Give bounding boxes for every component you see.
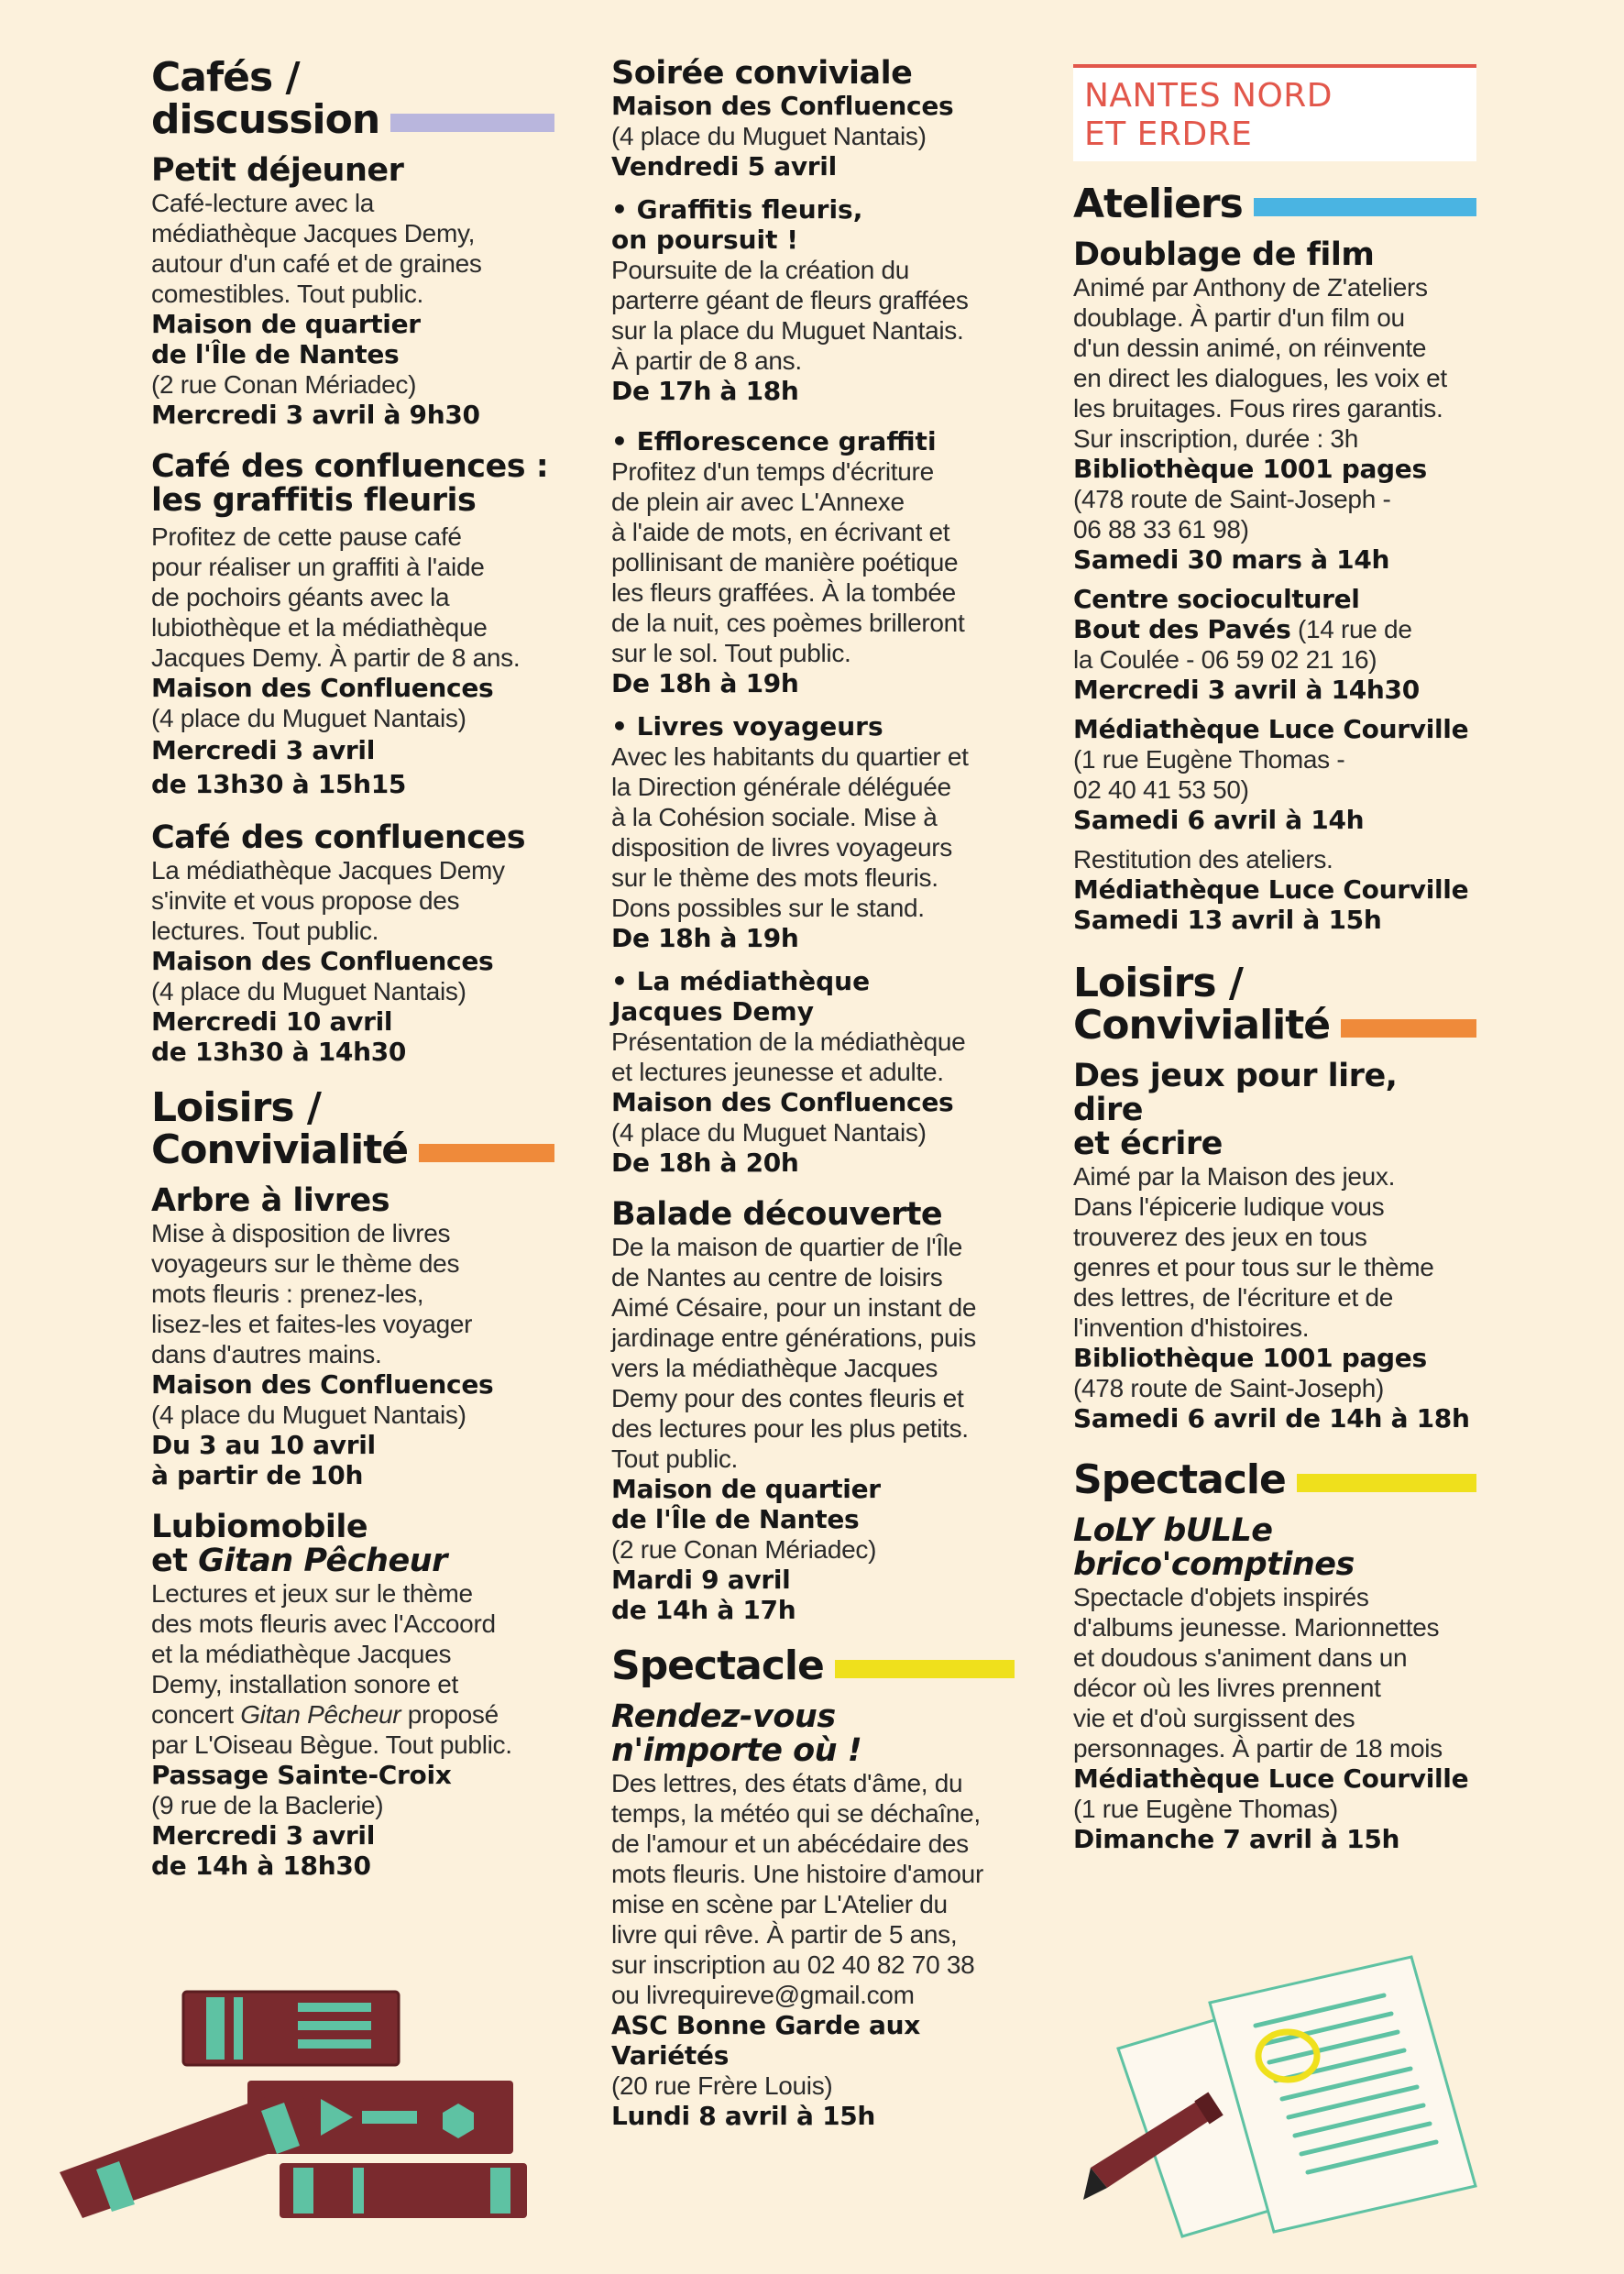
event-address: (4 place du Muguet Nantais)	[611, 122, 927, 150]
sub-event-graffitis	[611, 194, 1015, 406]
event-title: Café des confluences : les graffitis fleuris	[151, 448, 549, 519]
column-middle	[611, 57, 1015, 2151]
event-title	[151, 1511, 554, 1578]
event-address: (478 route de Saint-Joseph - 06 88 33 61 98)	[1073, 485, 1391, 544]
event-venue-address	[1073, 614, 1476, 675]
event-date: De 18h à 19h	[611, 668, 799, 698]
event-address: (2 rue Conan Mériadec)	[611, 1535, 877, 1564]
event-address: (2 rue Conan Mériadec)	[151, 370, 417, 399]
event-date: Lundi 8 avril à 15h	[611, 2101, 876, 2131]
event-address: (9 rue de la Baclerie)	[151, 1791, 384, 1819]
event-venue: Bibliothèque 1001 pages	[1073, 1343, 1427, 1373]
event-title: Balade découverte	[611, 1196, 943, 1233]
event-cafe-graffitis	[151, 450, 554, 801]
event-venue-name: Bout des Pavés	[1073, 614, 1291, 644]
event-description: De la maison de quartier de l'Île de Nantes au centre de loisirs Aimé Césaire, pour un instant de jardinage entre générations, puis vers la médiathèque Jacques Demy pour des contes fleuris et des lectures pour les plus petits. Tout public.	[611, 1233, 977, 1473]
event-address: (4 place du Muguet Nantais)	[151, 1401, 466, 1429]
event-title: LoLY bULLe brico'comptines	[1073, 1512, 1355, 1583]
event-venue: Maison des Confluences	[151, 1369, 494, 1400]
event-description: Profitez de cette pause café pour réaliser un graffiti à l'aide de pochoirs géants avec la lubiothèque et la médiathèque Jacques Demy. À partir de 8 ans.	[151, 522, 521, 672]
section-bar	[390, 114, 554, 132]
event-venue: Médiathèque Luce Courville	[1073, 714, 1469, 744]
section-title-ateliers	[1073, 183, 1476, 225]
event-balade-decouverte	[611, 1198, 1015, 1625]
event-date: Samedi 13 avril à 15h	[1073, 905, 1382, 935]
event-venue: Maison de quartier de l'Île de Nantes	[151, 309, 421, 369]
event-title-italic: Gitan Pêcheur	[198, 1543, 447, 1579]
event-venue: Maison des Confluences	[611, 1087, 954, 1117]
event-title: Arbre à livres	[151, 1182, 390, 1219]
event-date: Samedi 30 mars à 14h	[1073, 544, 1390, 575]
event-address: (478 route de Saint-Joseph)	[1073, 1374, 1385, 1402]
section-bar	[1254, 198, 1476, 216]
event-venue: Médiathèque Luce Courville	[1073, 1763, 1469, 1794]
event-title: Soirée conviviale	[611, 55, 913, 92]
event-venue: ASC Bonne Garde aux Variétés	[611, 2010, 920, 2071]
event-title-line1: Lubiomobile	[151, 1509, 368, 1545]
section-bar	[1341, 1019, 1476, 1038]
section-title-spectacle	[611, 1642, 1015, 1689]
section-title-text: Loisirs / Convivialité	[1073, 960, 1331, 1049]
region-label-text: NANTES NORD ET ERDRE	[1084, 77, 1333, 153]
event-date: Mercredi 3 avril de 14h à 18h30	[151, 1820, 376, 1881]
event-doublage-film	[1073, 238, 1476, 935]
event-description: Présentation de la médiathèque et lectures jeunesse et adulte.	[611, 1027, 966, 1086]
sub-event-title: • Graffitis fleuris, on poursuit !	[611, 194, 863, 255]
event-title: Doublage de film	[1073, 236, 1375, 273]
sub-event-title: • La médiathèque Jacques Demy	[611, 966, 871, 1027]
event-arbre-a-livres	[151, 1184, 554, 1490]
sub-event-mediatheque	[611, 966, 1015, 1178]
event-title: Petit déjeuner	[151, 152, 404, 189]
section-bar	[419, 1144, 554, 1162]
event-description: Des lettres, des états d'âme, du temps, la météo qui se déchaîne, de l'amour et un abécédaire des mots fleuris. Une histoire d'amour mise en scène par L'Atelier du livre qui rêve. À partir de 5 ans, sur inscription au 02 40 82 70 38 ou livrequireve@gmail.com	[611, 1769, 983, 2009]
event-date: Mercredi 10 avril de 13h30 à 14h30	[151, 1006, 407, 1067]
event-address: (4 place du Muguet Nantais)	[151, 977, 466, 1005]
section-title-text: Ateliers	[1073, 181, 1243, 227]
desc-part-a: Lectures et jeux sur le thème des mots fleuris avec l'Accoord et la médiathèque Jacques Demy, installation sonore et concert	[151, 1579, 496, 1729]
event-description: Spectacle d'objets inspirés d'albums jeunesse. Marionnettes et doudous s'animent dans un décor où les livres prennent vie et d'où surgissent des personnages. À partir de 18 mois	[1073, 1583, 1443, 1763]
event-date: De 18h à 20h	[611, 1148, 799, 1178]
event-description: La médiathèque Jacques Demy s'invite et vous propose des lectures. Tout public.	[151, 856, 505, 945]
section-title-cafes	[151, 54, 554, 143]
event-date: Vendredi 5 avril	[611, 151, 837, 181]
section-title-text: Loisirs / Convivialité	[151, 1084, 409, 1173]
section-title-text: Spectacle	[611, 1642, 824, 1689]
sub-event-title: • Livres voyageurs	[611, 711, 883, 742]
event-address: (14 rue de la Coulée - 06 59 02 21 16)	[1073, 615, 1412, 674]
event-venue: Maison de quartier de l'Île de Nantes	[611, 1474, 881, 1534]
event-address: (1 rue Eugène Thomas)	[1073, 1795, 1338, 1823]
event-description: Animé par Anthony de Z'ateliers doublage. À partir d'un film ou d'un dessin animé, on réinvente en direct les dialogues, les voix et les bruitages. Fous rires garantis. Sur inscription, durée : 3h	[1073, 273, 1447, 453]
event-description: Poursuite de la création du parterre géant de fleurs graffées sur la place du Muguet Nantais. À partir de 8 ans.	[611, 256, 969, 375]
section-title-text: Cafés / discussion	[151, 54, 380, 143]
event-address: (4 place du Muguet Nantais)	[611, 1118, 927, 1147]
event-description: Restitution des ateliers.	[1073, 845, 1333, 873]
event-description: Avec les habitants du quartier et la Direction générale déléguée à la Cohésion sociale. Mise à disposition de livres voyageurs sur le thème des mots fleuris. Dons possibles sur le stand.	[611, 742, 969, 922]
event-description: Aimé par la Maison des jeux. Dans l'épicerie ludique vous trouverez des jeux en tous genres et pour tous sur le thème des lettres, de l'écriture et de l'invention d'histoires.	[1073, 1162, 1434, 1342]
desc-part-italic: Gitan Pêcheur	[240, 1700, 401, 1729]
event-venue: Passage Sainte-Croix	[151, 1760, 452, 1790]
event-description: Profitez d'un temps d'écriture de plein air avec L'Annexe à l'aide de mots, en écrivant et pollinisant de manière poétique les fleurs graffées. À la tombée de la nuit, ces poèmes brilleront sur le sol. Tout public.	[611, 457, 965, 667]
sub-event-title: • Efflorescence graffiti	[611, 426, 937, 456]
event-soiree-conviviale	[611, 57, 1015, 181]
papers-pen-illustration	[1081, 1948, 1503, 2241]
column-left	[151, 54, 554, 1901]
event-date: Mercredi 3 avril à 14h30	[1073, 675, 1420, 705]
sub-event-livres-voyageurs	[611, 711, 1015, 953]
section-title-loisirs	[1073, 962, 1476, 1047]
event-address: (4 place du Muguet Nantais)	[151, 704, 466, 732]
event-date: De 18h à 19h	[611, 923, 799, 953]
event-date: Du 3 au 10 avril à partir de 10h	[151, 1430, 376, 1490]
event-title: Rendez-vous n'importe où !	[611, 1698, 862, 1769]
book-top-icon	[183, 1992, 399, 2065]
event-petit-dejeuner	[151, 154, 554, 430]
event-venue: Médiathèque Luce Courville	[1073, 874, 1469, 905]
event-rendez-vous	[611, 1700, 1015, 2131]
section-title-spectacle	[1073, 1456, 1476, 1503]
event-venue: Maison des Confluences	[151, 673, 494, 703]
event-venue: Bibliothèque 1001 pages	[1073, 454, 1427, 484]
event-description	[151, 1578, 554, 1760]
event-date: Samedi 6 avril de 14h à 18h	[1073, 1403, 1470, 1434]
section-bar	[1297, 1474, 1476, 1492]
event-jeux-lire	[1073, 1060, 1476, 1434]
event-title: Café des confluences	[151, 819, 526, 856]
event-venue: Centre socioculturel	[1073, 584, 1360, 614]
event-venue: Maison des Confluences	[151, 946, 494, 976]
event-title-prefix: et	[151, 1543, 199, 1579]
event-date: De 17h à 18h	[611, 376, 799, 406]
event-loly-bulle	[1073, 1514, 1476, 1854]
section-bar	[835, 1660, 1015, 1678]
book-bottom-icon	[280, 2163, 527, 2218]
event-date: Samedi 6 avril à 14h	[1073, 805, 1365, 835]
column-right	[1073, 64, 1476, 1874]
event-date: Mardi 9 avril de 14h à 17h	[611, 1565, 796, 1625]
event-title: Des jeux pour lire, dire et écrire	[1073, 1058, 1398, 1162]
event-address: (1 rue Eugène Thomas - 02 40 41 53 50)	[1073, 745, 1345, 804]
event-venue: Maison des Confluences	[611, 91, 954, 121]
event-description: Café-lecture avec la médiathèque Jacques Demy, autour d'un café et de graines comestibles. Tout public.	[151, 189, 482, 308]
event-date: Dimanche 7 avril à 15h	[1073, 1824, 1400, 1854]
event-description: Mise à disposition de livres voyageurs sur le thème des mots fleuris : prenez-les, lisez-les et faites-les voyager dans d'autres mains.	[151, 1219, 473, 1368]
section-title-text: Spectacle	[1073, 1456, 1286, 1503]
region-label	[1073, 64, 1476, 161]
books-stack-illustration	[50, 1975, 564, 2218]
desc-part-c: proposé par L'Oiseau Bègue. Tout public.	[151, 1700, 512, 1759]
event-title-line2	[151, 1544, 554, 1578]
event-cafe-confluences	[151, 821, 554, 1067]
event-address: (20 rue Frère Louis)	[611, 2071, 833, 2100]
section-title-loisirs	[151, 1084, 554, 1173]
event-lubiomobile	[151, 1511, 554, 1881]
event-date: Mercredi 3 avril à 9h30	[151, 400, 480, 430]
sub-event-efflorescence	[611, 426, 1015, 698]
event-date: Mercredi 3 avril de 13h30 à 15h15	[151, 735, 407, 799]
